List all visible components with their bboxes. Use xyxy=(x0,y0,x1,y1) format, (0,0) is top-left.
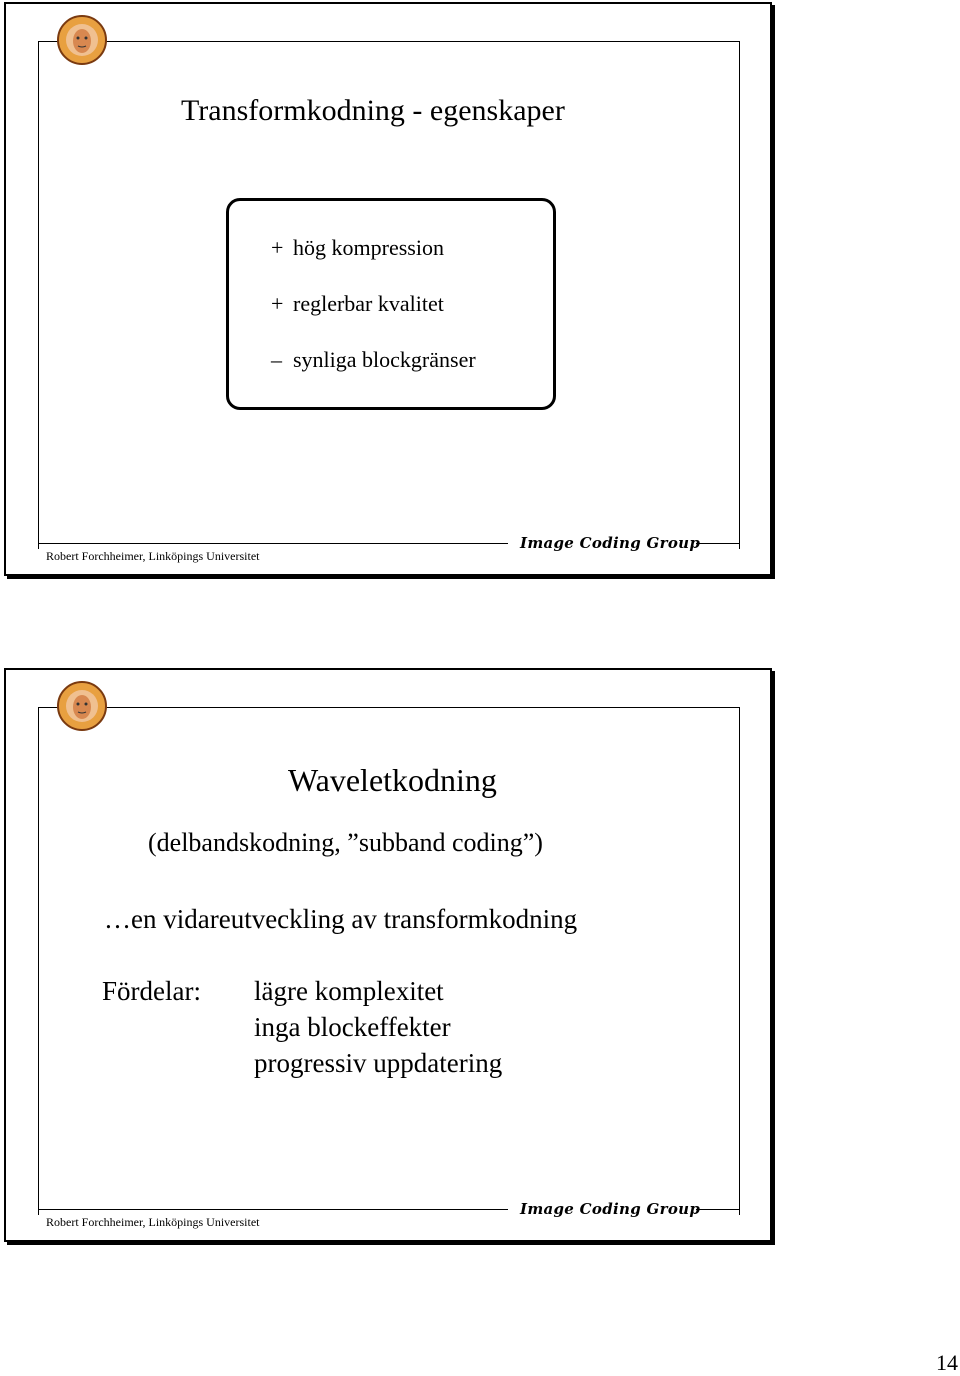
property-item xyxy=(271,291,444,317)
property-symbol: – xyxy=(271,347,282,372)
property-item xyxy=(271,347,476,373)
slide-title: Waveletkodning xyxy=(288,762,497,798)
advantage-item: lägre komplexitet xyxy=(254,976,444,1006)
page-number: 14 xyxy=(936,1350,958,1375)
footer-author: Robert Forchheimer, Linköpings Universitet xyxy=(46,549,260,563)
properties-box xyxy=(226,198,556,410)
property-symbol: + xyxy=(271,235,284,260)
university-logo-icon xyxy=(56,14,108,66)
evolution-text: …en vidareutveckling av transformkodning xyxy=(104,904,578,934)
university-logo-icon xyxy=(56,680,108,732)
slide-1 xyxy=(4,2,772,576)
advantage-item: progressiv uppdatering xyxy=(254,1048,503,1078)
advantage-item: inga blockeffekter xyxy=(254,1012,451,1042)
slide-subtitle: (delbandskodning, ”subband coding”) xyxy=(148,828,543,857)
property-text: synliga blockgränser xyxy=(293,347,476,372)
footer-divider xyxy=(38,1209,508,1210)
footer-divider xyxy=(696,1209,740,1210)
slide-title: Transformkodning - egenskaper xyxy=(181,94,565,127)
footer-author: Robert Forchheimer, Linköpings Universitet xyxy=(46,1215,260,1229)
footer-divider xyxy=(38,543,508,544)
advantages-label: Fördelar: xyxy=(102,976,201,1006)
footer-divider xyxy=(696,543,740,544)
footer-group-name: Image Coding Group xyxy=(520,1200,701,1218)
slide-2 xyxy=(4,668,772,1242)
property-item xyxy=(271,235,444,261)
property-text: reglerbar kvalitet xyxy=(293,291,444,316)
property-symbol: + xyxy=(271,291,284,316)
footer-group-name: Image Coding Group xyxy=(520,534,701,552)
property-text: hög kompression xyxy=(293,235,444,260)
